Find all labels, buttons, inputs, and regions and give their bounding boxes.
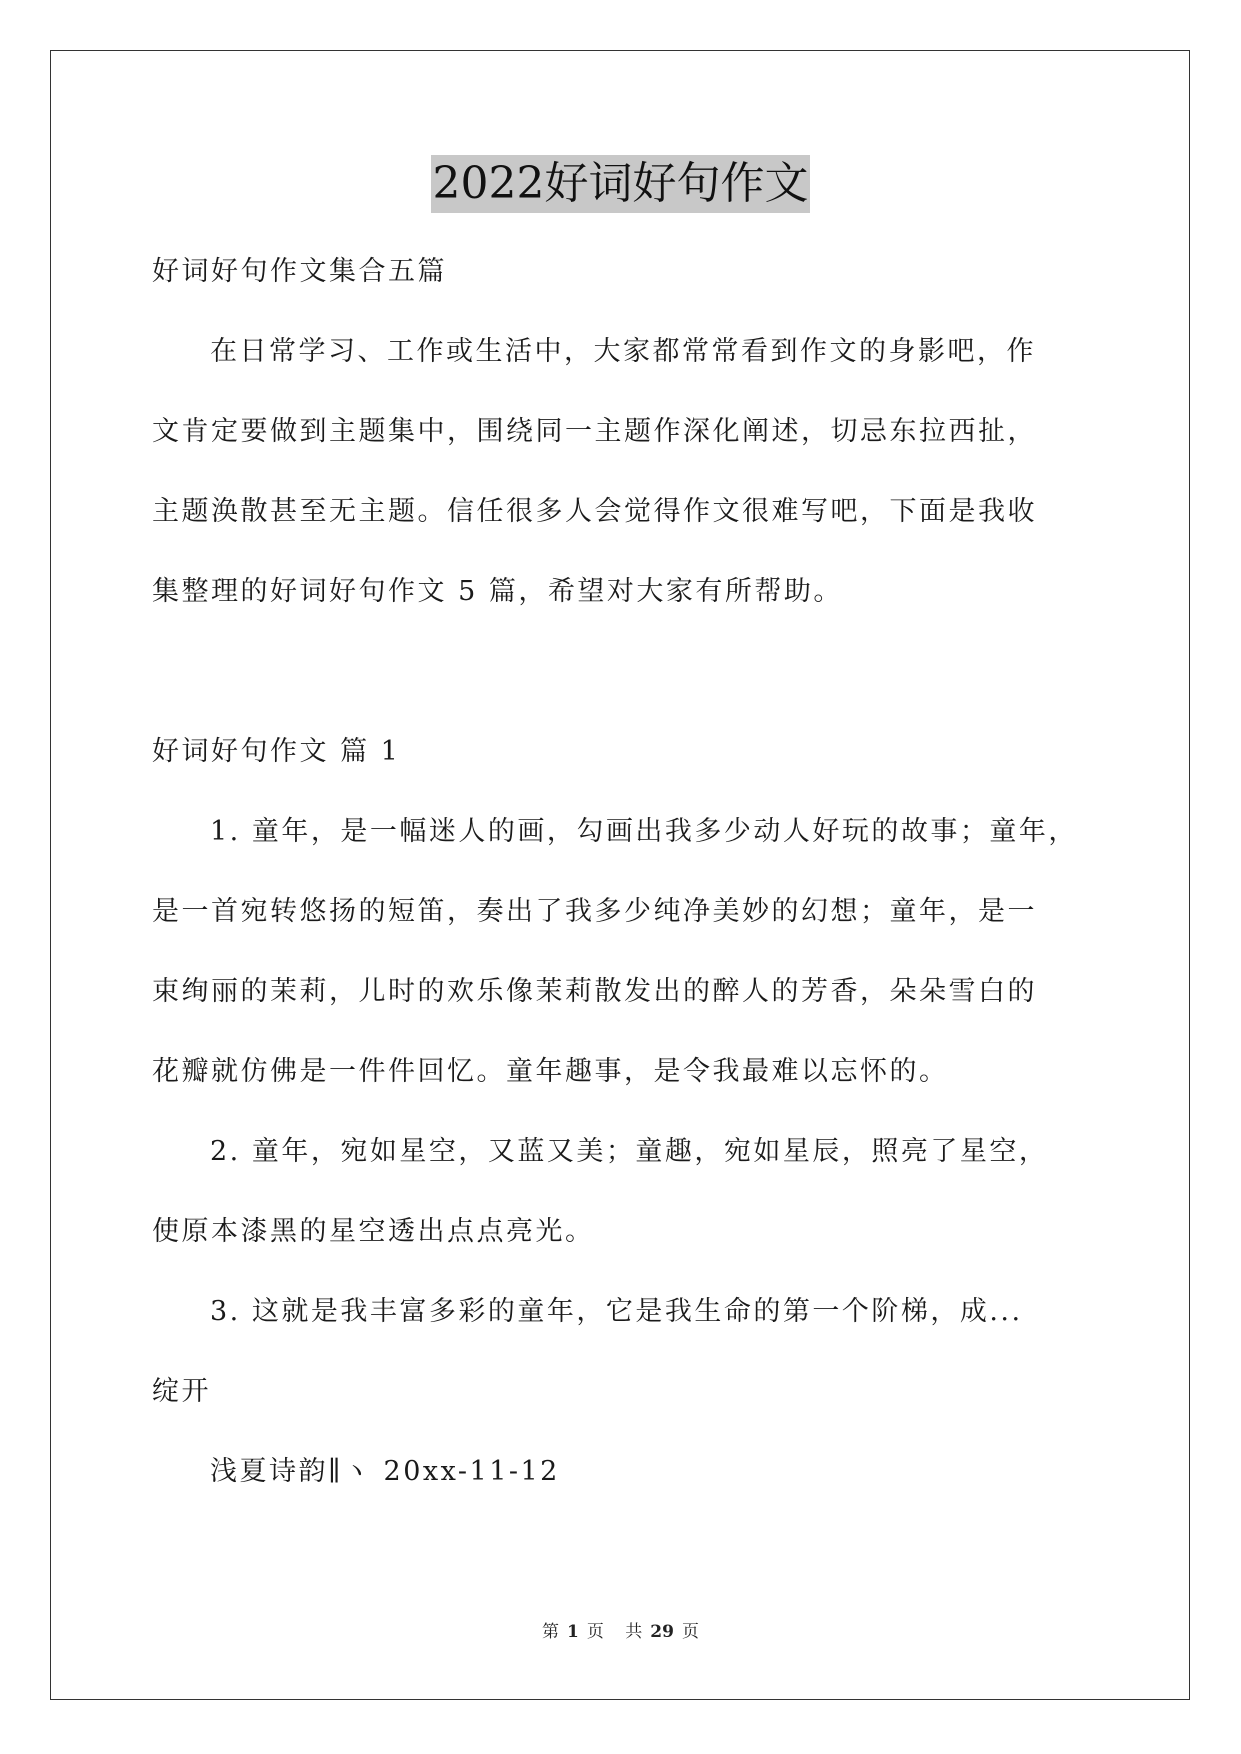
- item-line: 绽开: [152, 1376, 211, 1407]
- intro-line: 在日常学习、工作或生活中，大家都常常看到作文的身影吧，作: [210, 336, 1036, 367]
- intro-line: 文肯定要做到主题集中，围绕同一主题作深化阐述，切忌东拉西扯，: [152, 416, 1037, 447]
- page-footer: [0, 1617, 1241, 1642]
- total-pages: 29: [650, 1622, 674, 1642]
- item-line: 2. 童年，宛如星空，又蓝又美；童趣，宛如星辰，照亮了星空，: [210, 1136, 1049, 1167]
- item-line: 使原本漆黑的星空透出点点亮光。: [152, 1216, 595, 1247]
- intro-line: 主题涣散甚至无主题。信任很多人会觉得作文很难写吧，下面是我收: [152, 496, 1037, 527]
- footer-total: 共 29 页: [625, 1622, 699, 1642]
- document-body: [152, 232, 1092, 1512]
- document-subtitle: 好词好句作文集合五篇: [152, 256, 447, 287]
- title-container: [0, 155, 1241, 213]
- page-number: 1: [567, 1622, 579, 1642]
- item-line: 是一首宛转悠扬的短笛，奏出了我多少纯净美妙的幻想；童年，是一: [152, 896, 1037, 927]
- item-line: 1. 童年，是一幅迷人的画，勾画出我多少动人好玩的故事；童年，: [210, 816, 1078, 847]
- item-line: 束绚丽的茉莉，儿时的欢乐像茉莉散发出的醉人的芳香，朵朵雪白的: [152, 976, 1037, 1007]
- footer-prefix: 第 1 页: [542, 1622, 604, 1642]
- item-line: 花瓣就仿佛是一件件回忆。童年趣事，是令我最难以忘怀的。: [152, 1056, 949, 1087]
- intro-line: 集整理的好词好句作文 5 篇，希望对大家有所帮助。: [152, 576, 843, 607]
- document-title: 2022好词好句作文: [431, 155, 811, 213]
- item-line: 3. 这就是我丰富多彩的童年，它是我生命的第一个阶梯，成...: [210, 1296, 1023, 1327]
- section-heading: 好词好句作文 篇 1: [152, 736, 401, 767]
- author-line: 浅夏诗韵∥ヽ 20xx-11-12: [210, 1456, 560, 1487]
- paragraph-gap: [152, 632, 1092, 712]
